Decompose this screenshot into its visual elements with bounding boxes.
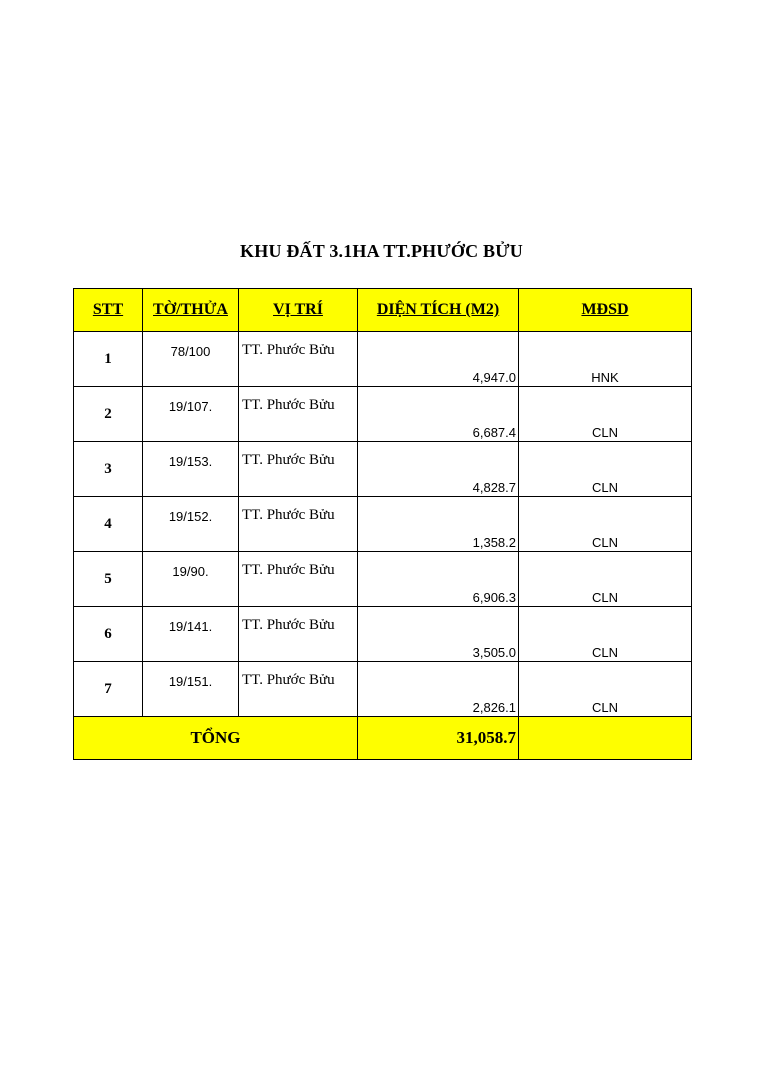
total-row bbox=[74, 717, 692, 760]
row-location: TT. Phước Bửu bbox=[239, 552, 358, 607]
row-area: 4,947.0 bbox=[358, 332, 519, 387]
table-row bbox=[74, 332, 692, 387]
row-area: 4,828.7 bbox=[358, 442, 519, 497]
row-land-use: CLN bbox=[519, 662, 692, 717]
row-area: 6,906.3 bbox=[358, 552, 519, 607]
land-parcel-table bbox=[73, 288, 692, 760]
row-stt: 6 bbox=[74, 607, 143, 662]
header-land-use: MĐSD bbox=[519, 289, 692, 332]
row-stt: 2 bbox=[74, 387, 143, 442]
row-stt: 7 bbox=[74, 662, 143, 717]
row-location: TT. Phước Bửu bbox=[239, 332, 358, 387]
document-title: KHU ĐẤT 3.1HA TT.PHƯỚC BỬU bbox=[240, 241, 523, 261]
table-row bbox=[74, 607, 692, 662]
row-parcel: 19/107. bbox=[143, 387, 239, 442]
row-location: TT. Phước Bửu bbox=[239, 442, 358, 497]
row-land-use: CLN bbox=[519, 497, 692, 552]
table-header-row bbox=[74, 289, 692, 332]
header-parcel: TỜ/THỬA bbox=[143, 289, 239, 332]
total-empty-cell bbox=[519, 717, 692, 760]
row-area: 2,826.1 bbox=[358, 662, 519, 717]
row-area: 3,505.0 bbox=[358, 607, 519, 662]
header-stt: STT bbox=[74, 289, 143, 332]
table-row bbox=[74, 552, 692, 607]
table-row bbox=[74, 387, 692, 442]
row-parcel: 19/90. bbox=[143, 552, 239, 607]
row-area: 6,687.4 bbox=[358, 387, 519, 442]
row-stt: 3 bbox=[74, 442, 143, 497]
row-parcel: 19/153. bbox=[143, 442, 239, 497]
row-location: TT. Phước Bửu bbox=[239, 497, 358, 552]
row-location: TT. Phước Bửu bbox=[239, 662, 358, 717]
row-area: 1,358.2 bbox=[358, 497, 519, 552]
table-row bbox=[74, 662, 692, 717]
row-location: TT. Phước Bửu bbox=[239, 607, 358, 662]
total-value: 31,058.7 bbox=[358, 717, 519, 760]
row-land-use: CLN bbox=[519, 552, 692, 607]
row-land-use: CLN bbox=[519, 387, 692, 442]
table-row bbox=[74, 497, 692, 552]
row-stt: 4 bbox=[74, 497, 143, 552]
row-location: TT. Phước Bửu bbox=[239, 387, 358, 442]
row-land-use: CLN bbox=[519, 607, 692, 662]
row-parcel: 19/141. bbox=[143, 607, 239, 662]
row-stt: 5 bbox=[74, 552, 143, 607]
row-parcel: 78/100 bbox=[143, 332, 239, 387]
row-land-use: HNK bbox=[519, 332, 692, 387]
header-location: VỊ TRÍ bbox=[239, 289, 358, 332]
row-land-use: CLN bbox=[519, 442, 692, 497]
row-parcel: 19/151. bbox=[143, 662, 239, 717]
row-parcel: 19/152. bbox=[143, 497, 239, 552]
table-row bbox=[74, 442, 692, 497]
header-area: DIỆN TÍCH (M2) bbox=[358, 289, 519, 332]
row-stt: 1 bbox=[74, 332, 143, 387]
total-label: TỔNG bbox=[74, 717, 358, 760]
